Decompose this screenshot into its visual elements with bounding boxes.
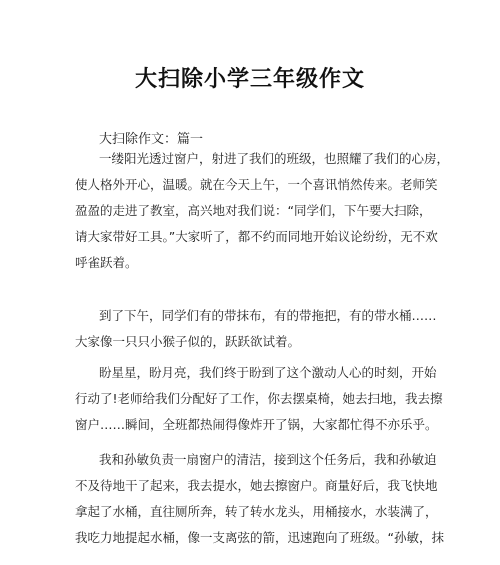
paragraph-line: 我吃力地提起水桶，像一支离弦的箭，迅速跑向了班级。“孙敏，抹 — [75, 530, 444, 545]
paragraph-line: 大家像一只只小猴子似的，跃跃欲试着。 — [75, 334, 301, 349]
paragraph-line: 呼雀跃着。 — [75, 255, 138, 270]
paragraph-1 — [75, 146, 450, 276]
paragraph-line: 一缕阳光透过窗户，射进了我们的班级，也照耀了我们的心房， — [99, 151, 450, 166]
paragraph-line: 我和孙敏负责一扇窗户的清洁，接到这个任务后，我和孙敏迫 — [99, 452, 437, 467]
paragraph-2 — [75, 303, 437, 355]
paragraph-line: 窗户……瞬间，全班都热闹得像炸开了锅，大家都忙得不亦乐乎。 — [75, 417, 438, 432]
paragraph-line: 拿起了水桶，直往厕所奔，转了转水龙头，用桶接水，水装满了， — [75, 504, 438, 519]
paragraph-line: 不及待地干了起来，我去提水，她去擦窗户。商量好后，我飞快地 — [75, 478, 438, 493]
paragraph-line: 使人格外开心，温暖。就在今天上午，一个喜讯悄然传来。老师笑 — [75, 177, 438, 192]
paragraph-line: 请大家带好工具。”大家听了，都不约而同地开始议论纷纷，无不欢 — [75, 229, 438, 244]
paragraph-line: 盈盈的走进了教室，高兴地对我们说：“同学们，下午要大扫除， — [75, 203, 432, 218]
paragraph-line: 盼星星，盼月亮，我们终于盼到了这个激动人心的时刻，开始 — [99, 365, 437, 380]
paragraph-line: 行动了!老师给我们分配好了工作，你去摆桌椅，她去扫地，我去擦 — [75, 391, 443, 406]
paragraph-4 — [75, 447, 444, 551]
paragraph-line: 到了下午，同学们有的带抹布，有的带拖把，有的带水桶…… — [99, 308, 437, 323]
paragraph-3 — [75, 360, 443, 438]
section-heading: 大扫除作文：篇一 — [99, 132, 204, 147]
document-title: 大扫除小学三年级作文 — [134, 67, 365, 92]
